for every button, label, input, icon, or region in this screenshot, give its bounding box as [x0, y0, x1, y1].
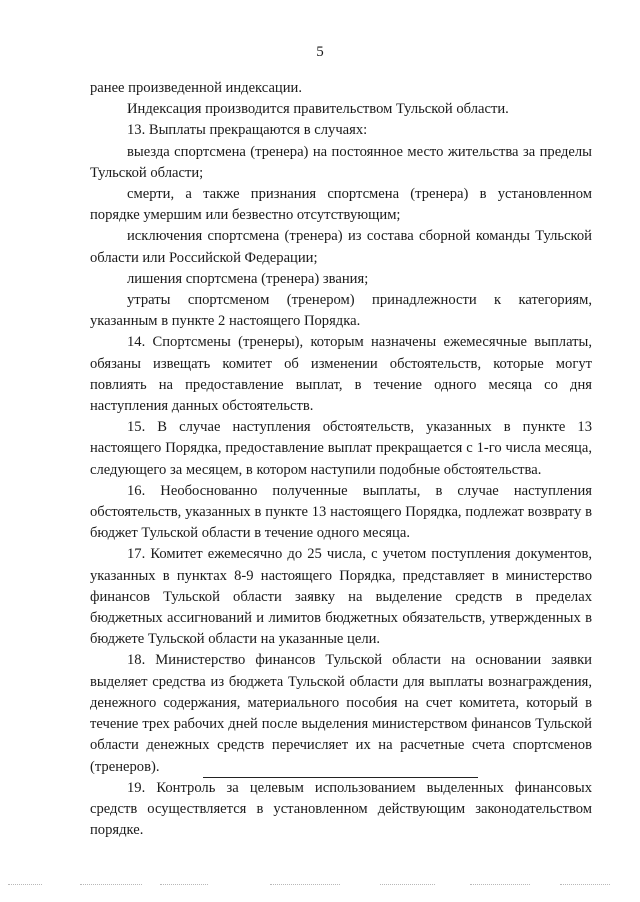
paragraph: 18. Министерство финансов Тульской области на основании заявки выделяет средства из бюджета Тульской области для выплаты вознаграждения, денежного содержания, материального пособия на счет комитета, который в течение трех рабочих дней после выделения министерством финансов Тульской области денежных средств перечисляет их на расчетные счета спортсменов (тренеров).: [90, 652, 592, 775]
scan-speck: [270, 884, 340, 885]
paragraph: ранее произведенной индексации.: [90, 80, 302, 96]
paragraph: утраты спортсменом (тренером) принадлежности к категориям, указанным в пункте 2 настоящего Порядка.: [90, 292, 592, 330]
page-number: 5: [316, 44, 324, 60]
scan-speck: [80, 884, 142, 885]
scan-speck: [470, 884, 530, 885]
end-of-document-rule: [203, 777, 478, 778]
scan-speck: [380, 884, 435, 885]
paragraph: 14. Спортсмены (тренеры), которым назначены ежемесячные выплаты, обязаны извещать комитет об изменении обстоятельств, которые могут повлиять на предоставление выплат, в течение одного месяца со дня наступления данных обстоятельств.: [90, 334, 592, 415]
paragraph: 15. В случае наступления обстоятельств, указанных в пункте 13 настоящего Порядка, предоставление выплат прекращается с 1-го числа месяца, следующего за месяцем, в котором наступили подобные обстоятельства.: [90, 419, 592, 478]
document-body: [90, 78, 592, 841]
scan-speck: [560, 884, 610, 885]
paragraph: 17. Комитет ежемесячно до 25 числа, с учетом поступления документов, указанных в пунктах 8-9 настоящего Порядка, представляет в министерство финансов Тульской области заявку на выделение средств в пределах бюджетных ассигнований и лимитов бюджетных обязательств, утвержденных в бюджете Тульской области на указанные цели.: [90, 546, 592, 648]
paragraph: 13. Выплаты прекращаются в случаях:: [127, 122, 368, 139]
paragraph: исключения спортсмена (тренера) из состава сборной команды Тульской области или Российской Федерации;: [90, 228, 592, 266]
paragraph: Индексация производится правительством Тульской области.: [127, 101, 509, 118]
paragraph: смерти, а также признания спортсмена (тренера) в установленном порядке умершим или безвестно отсутствующим;: [90, 186, 592, 224]
scan-speck: [160, 884, 208, 885]
paragraph: 16. Необоснованно полученные выплаты, в случае наступления обстоятельств, указанных в пункте 13 настоящего Порядка, подлежат возврату в бюджет Тульской области в течение одного месяца.: [90, 482, 592, 542]
paragraph: лишения спортсмена (тренера) звания;: [127, 270, 369, 287]
paragraph: 19. Контроль за целевым использованием выделенных финансовых средств осуществляется в установленном действующим законодательством порядке.: [90, 779, 592, 839]
scan-speck: [8, 884, 42, 885]
paragraph: выезда спортсмена (тренера) на постоянное место жительства за пределы Тульской области;: [90, 143, 592, 181]
scan-edge-artifacts: [0, 884, 640, 888]
